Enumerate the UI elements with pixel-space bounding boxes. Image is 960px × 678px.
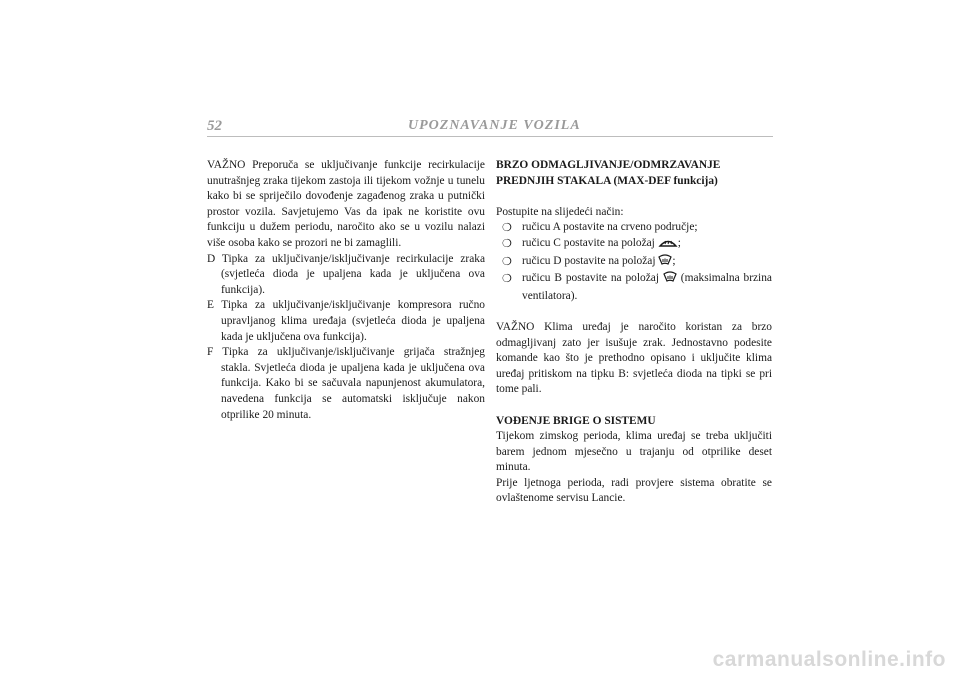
watermark: carmanualsonline.info [712,648,946,671]
ac-note: VAŽNO Klima uređaj je naročito koristan za brzo odmagljivanj zato jer isušuje zrak. Jednostavno podesite komande kao što je prethodno opisano i uključite klima uređaj pritiskom na tipku B: svjetleća dioda na tipki se pri tome pali. [496,320,772,396]
step-suffix: (maksimalna brzina ventilatora). [522,272,772,302]
step-text: ručicu C postavite na položaj [522,236,655,249]
section-title: UPOZNAVANJE VOZILA [408,118,581,133]
right-column [496,158,772,507]
step-text: ručicu D postavite na položaj [522,254,656,267]
step-text: ručicu B postavite na položaj [522,272,660,285]
step-item [496,220,772,236]
step-suffix: ; [677,236,681,249]
step-text: ručicu A postavite na crveno područje; [522,221,698,234]
bullet-icon: ❍ [502,273,512,286]
maxdef-heading-line1: BRZO ODMAGLJIVANJE/ODMRZAVANJE [496,159,721,171]
maintenance-heading: VOĐENJE BRIGE O SISTEMU [496,414,656,427]
maintenance-paragraph-2: Prije ljetnoga perioda, radi provjere sistema obratite se ovlaštenome servisu Lancie. [496,476,772,505]
windshield-defrost-icon [658,236,678,254]
steps-intro: Postupite na slijedeći način: [496,205,624,218]
item-e: E Tipka za uključivanje/isključivanje kompresora ručno upravljanog klima uređaja (svjetleća dioda je upaljena kada je uključena ova funkcija). [207,299,485,343]
step-item [496,236,772,254]
left-column [207,158,485,423]
windshield-defrost-air-icon [663,271,677,289]
header-divider [207,136,773,137]
windshield-defrost-air-icon [658,254,672,272]
item-f: F Tipka za uključivanje/isključivanje grijača stražnjeg stakla. Svjetleća dioda je upaljena kada je uključena ova funkcija. Kako bi se sačuvala napunjenost akumulatora, navedena funkcija se automatski isključuje nakon otprilike 20 minuta. [207,346,485,421]
bullet-icon: ❍ [502,237,512,250]
step-item [496,254,772,272]
maintenance-paragraph-1: Tijekom zimskog perioda, klima uređaj se treba uključiti barem jednom mjesečno u trajanju od otprilike deset minuta. [496,430,772,474]
bullet-icon: ❍ [502,255,512,268]
step-suffix: ; [672,254,676,267]
maxdef-heading-line2: PREDNJIH STAKALA (MAX-DEF funkcija) [496,174,718,187]
recirculation-note: VAŽNO Preporuča se uključivanje funkcije recirkulacije unutrašnjeg zraka tijekom zastoja ili tijekom vožnje u tunelu kako bi se spriječilo dovođenje zagađenog zraka u putnički prostor vozila. Savjetujemo Vas da ipak ne koristite ovu funkciju u dužem periodu, naročito ako se u vozilu nalazi više osoba kako se prozori ne bi zamaglili. [207,159,485,249]
page-number: 52 [207,118,222,134]
item-d: D Tipka za uključivanje/isključivanje recirkulacije zraka (svjetleća dioda je upaljena kada je uključena ova funkcija). [207,252,485,296]
bullet-icon: ❍ [502,222,512,235]
step-item [496,271,772,304]
